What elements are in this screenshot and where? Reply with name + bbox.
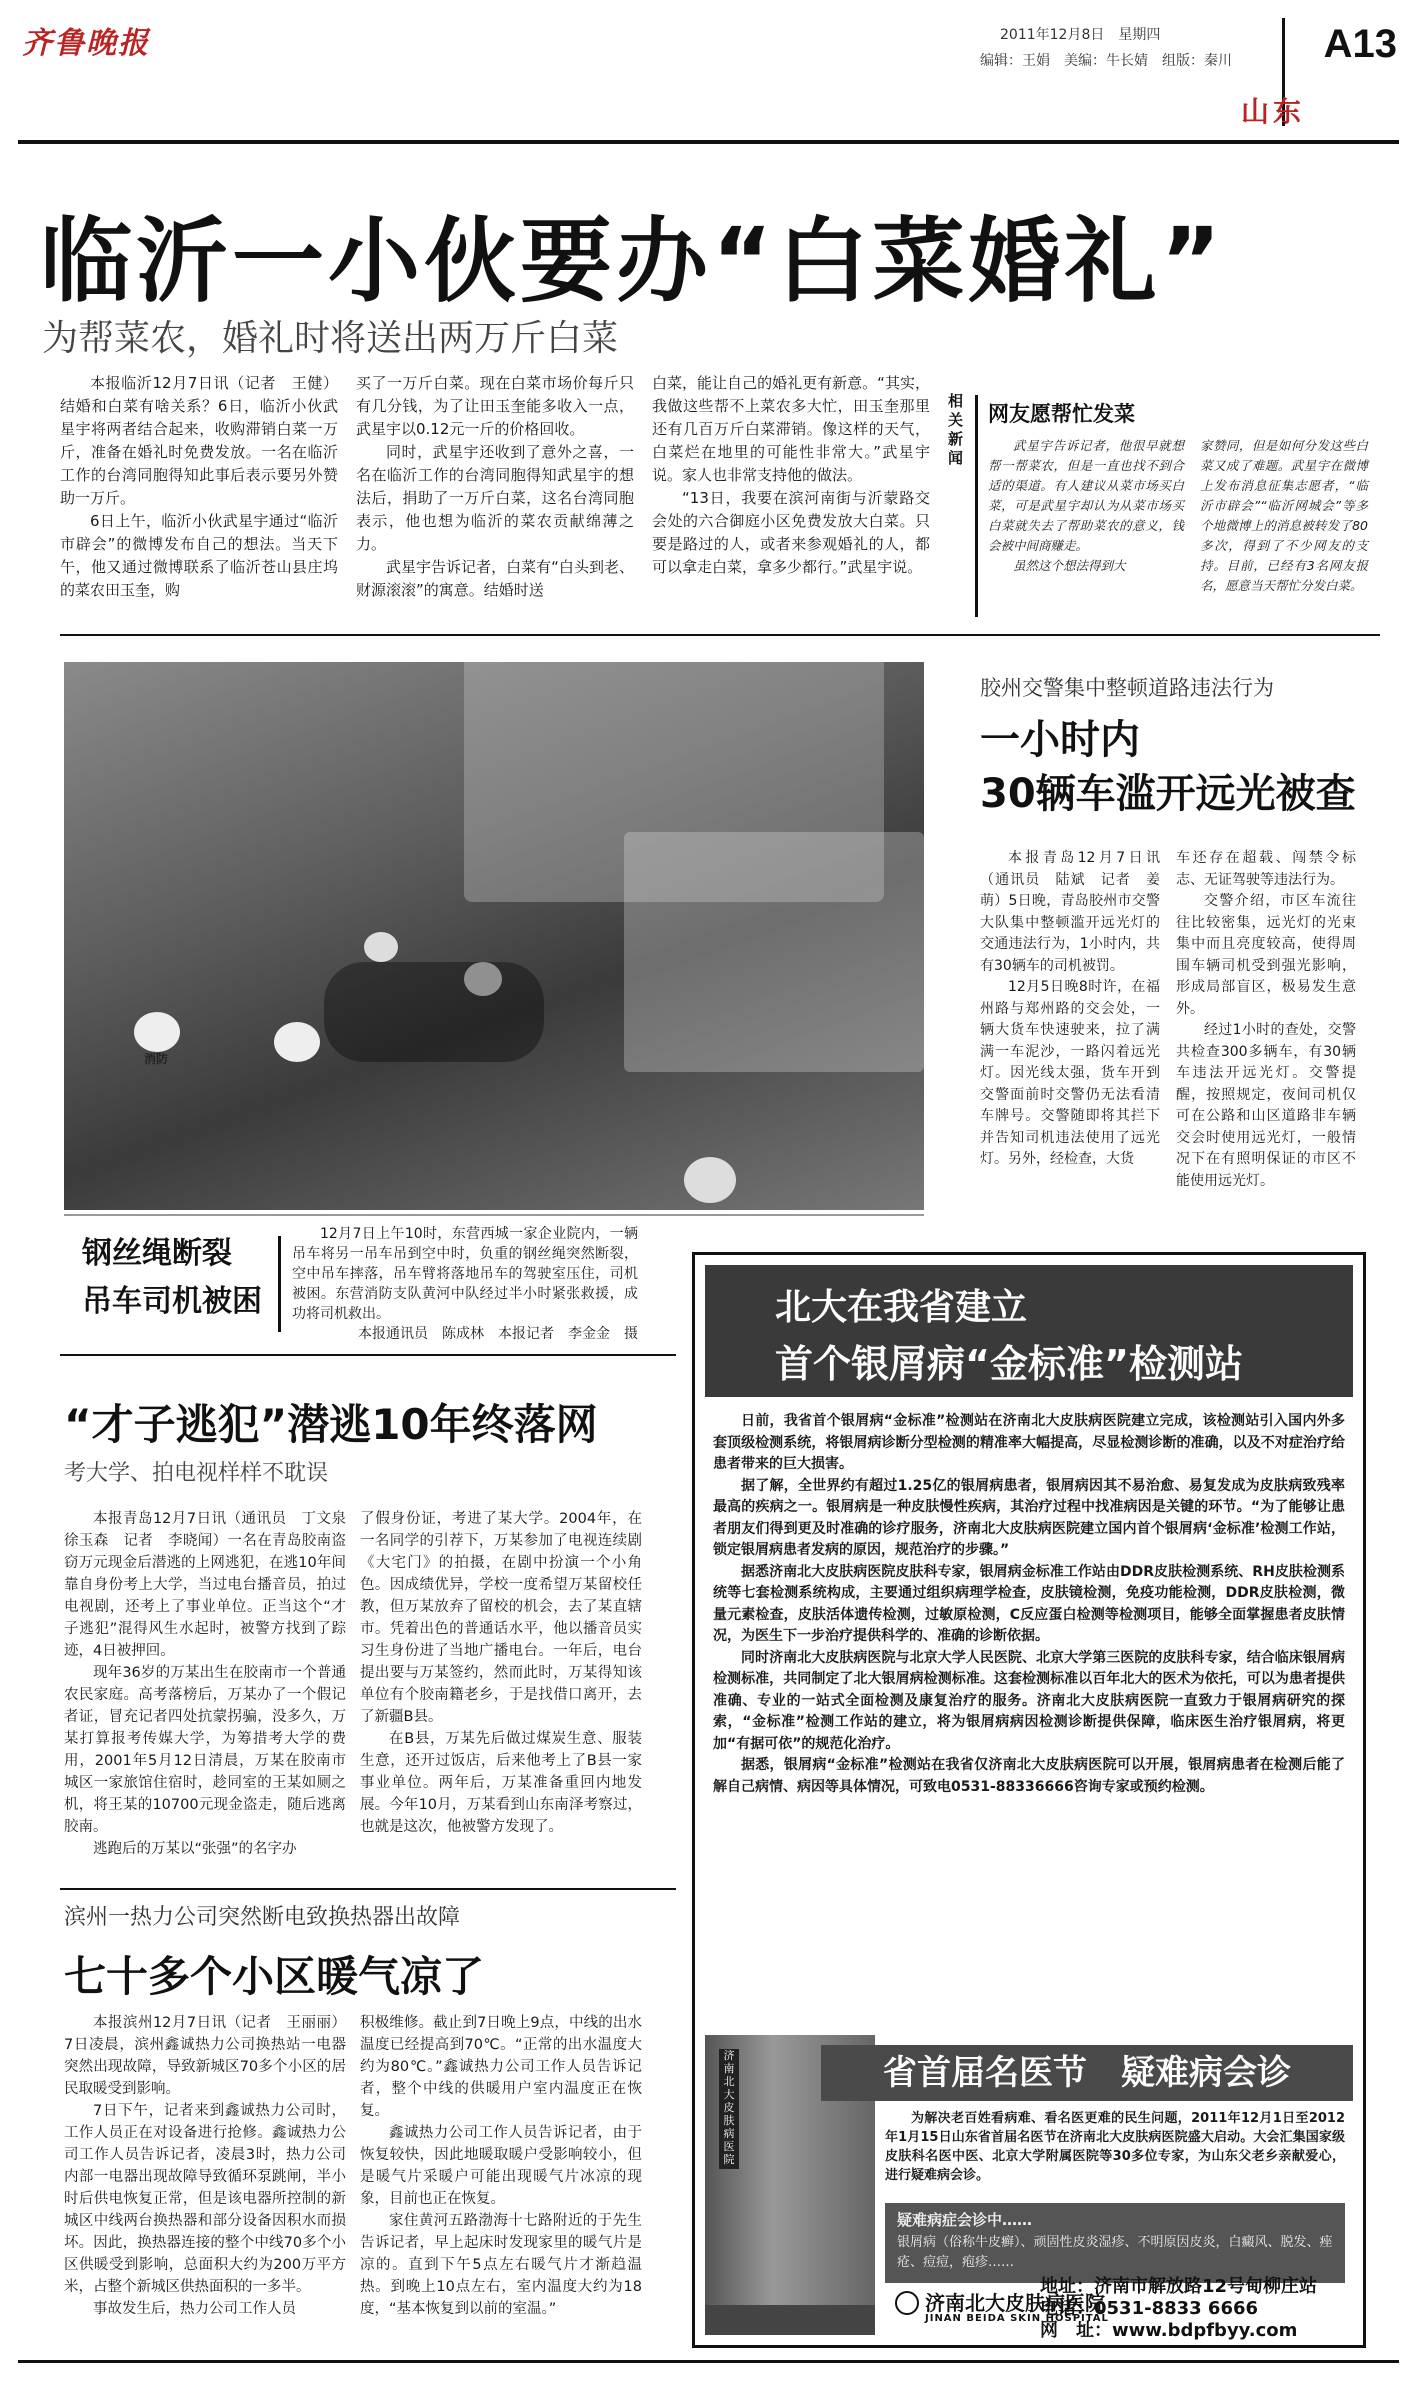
lead-column-1: 本报临沂12月7日讯（记者 王健）结婚和白菜有啥关系？6日，临沂小伙武星宇将两者结合起来，收购滞销白菜一万斤，准备在婚礼时免费发放。一名在临沂工作的台湾同胞得知此事后表示要另外赞助一万斤。 6日上午，临沂小伙武星宇通过“临沂市辟会”的微博发布自己的想法。当天下午，他又通过微博联系了临沂苍山县庄坞的菜农田玉奎，购: [60, 374, 338, 599]
hospital-name: 济南北大皮肤病医院: [925, 2291, 1105, 2315]
newspaper-logo: 齐鲁晚报: [22, 26, 150, 61]
rescue-photo: [64, 662, 924, 1210]
page-number: A13: [1323, 22, 1397, 66]
lead-column-2: 买了一万斤白菜。现在白菜市场价每斤只有几分钱，为了让田玉奎能多收入一点，武星宇以0.12元一斤的价格回收。 同时，武星宇还收到了意外之喜，一名在临沂工作的台湾同胞得知武星宇的想法后，捐助了一万斤白菜，这名台湾同胞表示，他也想为临沂的菜农贡献绵薄之力。 武星宇告诉记者，白菜有“白头到老、财源滚滚”的寓意。结婚时送: [356, 374, 634, 599]
fugitive-column-2: 了假身份证，考进了某大学。2004年，在一名同学的引荐下，万某参加了电视连续剧《大宅门》的拍摄，在剧中扮演一个小角色。因成绩优异，学校一度希望万某留校任教，但万某放弃了留校的机会，去了某直辖市。凭着出色的普通话水平，他以播音员实习生身份进了当地广播电台。一年后，电台提出要与万某签约，然而此时，万某得知该单位有个胶南籍老乡，于是找借口离开，去了新疆B县。 在B县，万某先后做过煤炭生意、服装生意，还开过饭店，后来他考上了B县一家事业单位。两年后，万某准备重回内地发展。今年10月，万某看到山东南泽考察过，也就是这次，他被警方发现了。: [360, 1511, 642, 1835]
hospital-name-en: JINAN BEIDA SKIN HOSPITAL: [925, 2313, 1109, 2324]
hospital-logo-icon: [895, 2291, 919, 2315]
ad-headline-2: 首个银屑病“金标准”检测站: [775, 1342, 1243, 1386]
related-news-label: 相关新闻: [948, 392, 964, 467]
helmet-text: 消防: [144, 1052, 169, 1066]
related-news-divider: [975, 395, 980, 617]
heating-column-2: 积极维修。截止到7日晚上9点，中线的出水温度已经提高到70℃。“正常的出水温度大约为80℃。”鑫诚热力公司工作人员告诉记者，整个中线的供暖用户室内温度正在恢复。 鑫诚热力公司工作人员告诉记者，由于恢复较快，因此地暖取暖户受影响较小，但是暖气片采暖户可能出现暖气片冰凉的现象，目前也正在恢复。 家住黄河五路渤海十七路附近的于先生告诉记者，早上起床时发现家里的暖气片是凉的。直到下午5点左右暖气片才渐趋温热。到晚上10点左右，室内温度大约为18度，“基本恢复到以前的室温。”: [360, 2015, 642, 2317]
heating-headline: 七十多个小区暖气凉了: [64, 1952, 485, 2001]
traffic-column-1: 本报青岛12月7日讯（通讯员 陆斌 记者 姜萌）5日晚，青岛胶州市交警大队集中整顿滥开远光灯的交通违法行为，1小时内，共有30辆车的司机被罚。 12月5日晚8时许，在福州路与郑州路的交会处，一辆大货车快速驶来，拉了满满一车泥沙，一路闪着远光灯。因光线太强，货车开到交警面前时交警仍无法看清车牌号。交警随即将其拦下并告知司机违法使用了远光灯。另外，经检查，大货: [980, 850, 1160, 1167]
editor-credits: 编辑：王娟 美编：牛长婧 组版：秦川: [980, 53, 1232, 69]
page-bottom-rule: [18, 2360, 1399, 2363]
masthead-rule: [18, 140, 1399, 144]
hospital-advertisement: [692, 1252, 1366, 2348]
ad-sub-headline: 省首届名医节 疑难病会诊: [821, 2045, 1353, 2101]
ad-contact: [1040, 2276, 1317, 2342]
ad-headline-block: [705, 1265, 1353, 1397]
clinic-body: 银屑病（俗称牛皮癣）、顽固性皮炎湿疹、不明原因皮炎，白癜风、脱发、痤疮、痘痘，疱疹……: [897, 2235, 1333, 2270]
building-sign: 济南北大皮肤病医院: [719, 2049, 739, 2169]
photo-story-title-2: 吊车司机被困: [82, 1284, 262, 1319]
traffic-column-2: 车还存在超载、闯禁令标志、无证驾驶等违法行为。 交警介绍，市区车流往往比较密集，远光灯的光束集中而且亮度较高，使得周围车辆司机受到强光影响，形成局部盲区，极易发生意外。 经过1小时的查处，交警共检查300多辆车，有30辆车违法开远光灯。交警提醒，按照规定，夜间司机仅可在公路和山区道路非车辆交会时使用远光灯，一般情况下在有照明保证的市区不能使用远光灯。: [1176, 850, 1356, 1189]
photo-story-title-1: 钢丝绳断裂: [82, 1236, 232, 1271]
fugitive-column-1: 本报青岛12月7日讯（通讯员 丁文泉 徐玉森 记者 李晓闻）一名在青岛胶南盗窃万元现金后潜逃的上网逃犯，在逃10年间靠自身份考上大学，当过电台播音员，拍过电视剧，还考上了事业单位。正当这个“才子逃犯”混得风生水起时，被警方找到了踪迹，4日被押回。 现年36岁的万某出生在胶南市一个普通农民家庭。高考落榜后，万某办了一个假记者证，冒充记者四处抗蒙拐骗，没多久，万某打算报考传媒大学，为筹措考大学的费用，2001年5月12日清晨，万某在胶南市城区一家旅馆住宿时，趁同室的王某如厕之机，将王某的10700元现金盗走，随后逃离胶南。 逃跑后的万某以“张强”的名字办: [64, 1511, 361, 1857]
section-label: 山东: [1240, 95, 1305, 128]
fugitive-headline: “才子逃犯”潜逃10年终落网: [64, 1400, 598, 1449]
traffic-kicker: 胶州交警集中整顿道路违法行为: [980, 676, 1274, 700]
photo-bottom-line: [64, 1214, 924, 1216]
heating-column-1: 本报滨州12月7日讯（记者 王丽丽）7日凌晨，滨州鑫诚热力公司换热站一电器突然出现故障，导致新城区70多个小区的居民取暖受到影响。 7日下午，记者来到鑫诚热力公司时，工作人员正在对设备进行抢修。鑫诚热力公司工作人员告诉记者，凌晨3时，热力公司内部一电器出现故障导致循环泵跳闸，半小时后供电恢复正常，但是该电器所控制的新城区中线两台换热器和部分设备因积水而损坏。因此，换热器连接的整个中线70多个小区供暖受到影响，总面积大约为200万平方米，占整个新城区供热面积的一多半。 事故发生后，热力公司工作人员: [64, 2015, 346, 2317]
lead-bottom-rule: [60, 634, 1380, 636]
ad-address: 地址：济南市解放路12号甸柳庄站: [1040, 2276, 1318, 2297]
ad-headline-1: 北大在我省建立: [775, 1287, 1028, 1328]
photo-caption: 12月7日上午10时，东营西城一家企业院内，一辆吊车将另一吊车吊到空中时，负重的钢丝绳突然断裂，空中吊车摔落，吊车臂将落地吊车的驾驶室压住，司机被困。东营消防支队黄河中队经过半小时紧张救援，成功将司机救出。 本报通讯员 陈成林 本报记者 李金金 摄: [292, 1226, 638, 1342]
related-news-column-1: 武星宇告诉记者，他很早就想帮一帮菜农，但是一直也找不到合适的渠道。有人建议从菜市场买白菜，可是武星宇却认为从菜市场买白菜就失去了帮助菜农的意义，钱会被中间商赚走。 虽然这个想法得到大: [988, 438, 1184, 573]
ad-website: 网 址：www.bdpfbyy.com: [1040, 2320, 1298, 2341]
building-base: [705, 2305, 875, 2335]
lead-column-3: 白菜，能让自己的婚礼更有新意。“其实，我做这些帮不上菜农多大忙，田玉奎那里还有几百万斤白菜滞销。像这样的天气，白菜烂在地里的可能性非常大。”武星宇说。家人也非常支持他的做法。 “13日，我要在滨河南街与沂蒙路交会处的六合御庭小区免费发放大白菜。只要是路过的人，或者来参观婚礼的人，都可以拿走白菜，拿多少都行。”武星宇说。: [652, 374, 930, 576]
ad-phone: 电话：0531-8833 6666: [1040, 2298, 1259, 2319]
issue-date: 2011年12月8日 星期四: [1000, 27, 1161, 43]
traffic-headline-2: 30辆车滥开远光被查: [980, 771, 1356, 817]
ad-sub-body: 为解决老百姓看病难、看名医更难的民生问题，2011年12月1日至2012年1月15日山东省首届名医节在济南北大皮肤病医院盛大启动。大会汇集国家级皮肤科名医中医、北京大学附属医院等30多位专家，为山东父老乡亲献爱心，进行疑难病会诊。: [885, 2111, 1345, 2183]
related-news-column-2: 家赞同，但是如何分发这些白菜又成了难题。武星宇在微博上发布消息征集志愿者，“临沂市辟会”“临沂网城会”等多个地微博上的消息被转发了80多次，得到了不少网友的支持。目前，已经有3名网友报名，愿意当天帮忙分发白菜。: [1200, 438, 1368, 593]
clinic-box: [885, 2203, 1345, 2283]
lead-headline: 临沂一小伙要办“白菜婚礼”: [40, 208, 1225, 315]
clinic-title: 疑难病症会诊中……: [897, 2211, 1033, 2229]
fugitive-top-rule: [60, 1354, 676, 1356]
traffic-headline-1: 一小时内: [980, 717, 1140, 763]
fugitive-subheadline: 考大学、拍电视样样不耽误: [64, 1461, 329, 1486]
heating-top-rule: [60, 1888, 676, 1890]
lead-subheadline: 为帮菜农，婚礼时将送出两万斤白菜: [42, 318, 619, 359]
caption-divider: [278, 1236, 281, 1332]
ad-body: 日前，我省首个银屑病“金标准”检测站在济南北大皮肤病医院建立完成，该检测站引入国内外多套顶级检测系统，将银屑病诊断分型检测的精准率大幅提高，尽显检测诊断的准确，以及不对症治疗给患者带来的巨大损害。 据了解，全世界约有超过1.25亿的银屑病患者，银屑病因其不易治愈、易复发成为皮肤病致残率最高的疾病之一。银屑病是一种皮肤慢性疾病，其治疗过程中找准病因是关键的环节。“为了能够让患者朋友们得到更及时准确的诊疗服务，济南北大皮肤病医院建立国内首个银屑病‘金标准’检测工作站，锁定银屑病患者发病的原因，规范治疗的步骤。” 据悉济南北大皮肤病医院皮肤科专家，银屑病金标准工作站由DDR皮肤检测系统、RH皮肤检测系统等七套检测系统构成，主要通过组织病理学检查，皮肤镜检测，免疫功能检测，DDR皮肤检测，微量元素检查，皮肤活体遗传检测，过敏原检测，C反应蛋白检测等检测项目，能够全面掌握患者皮肤情况，为医生下一步治疗提供科学的、准确的诊断依据。 同时济南北大皮肤病医院与北京大学人民医院、北京大学第三医院的皮肤科专家，结合临床银屑病检测标准，共同制定了北大银屑病检测标准。这套检测标准以百年北大的医术为依托，可以为患者提供准确、专业的一站式全面检测及康复治疗的服务。济南北大皮肤病医院一直致力于银屑病研究的探索，“金标准”检测工作站的建立，将为银屑病病因检测诊断提供保障，临床医生治疗银屑病，将更加“有据可依”的规范化治疗。 据悉，银屑病“金标准”检测站在我省仅济南北大皮肤病医院可以开展，银屑病患者在检测后能了解自己病情、病因等具体情况，可致电0531-88336666咨询专家或预约检测。: [713, 1413, 1345, 1795]
related-news-title: 网友愿帮忙发菜: [988, 402, 1135, 426]
heating-kicker: 滨州一热力公司突然断电致换热器出故障: [64, 1905, 461, 1930]
